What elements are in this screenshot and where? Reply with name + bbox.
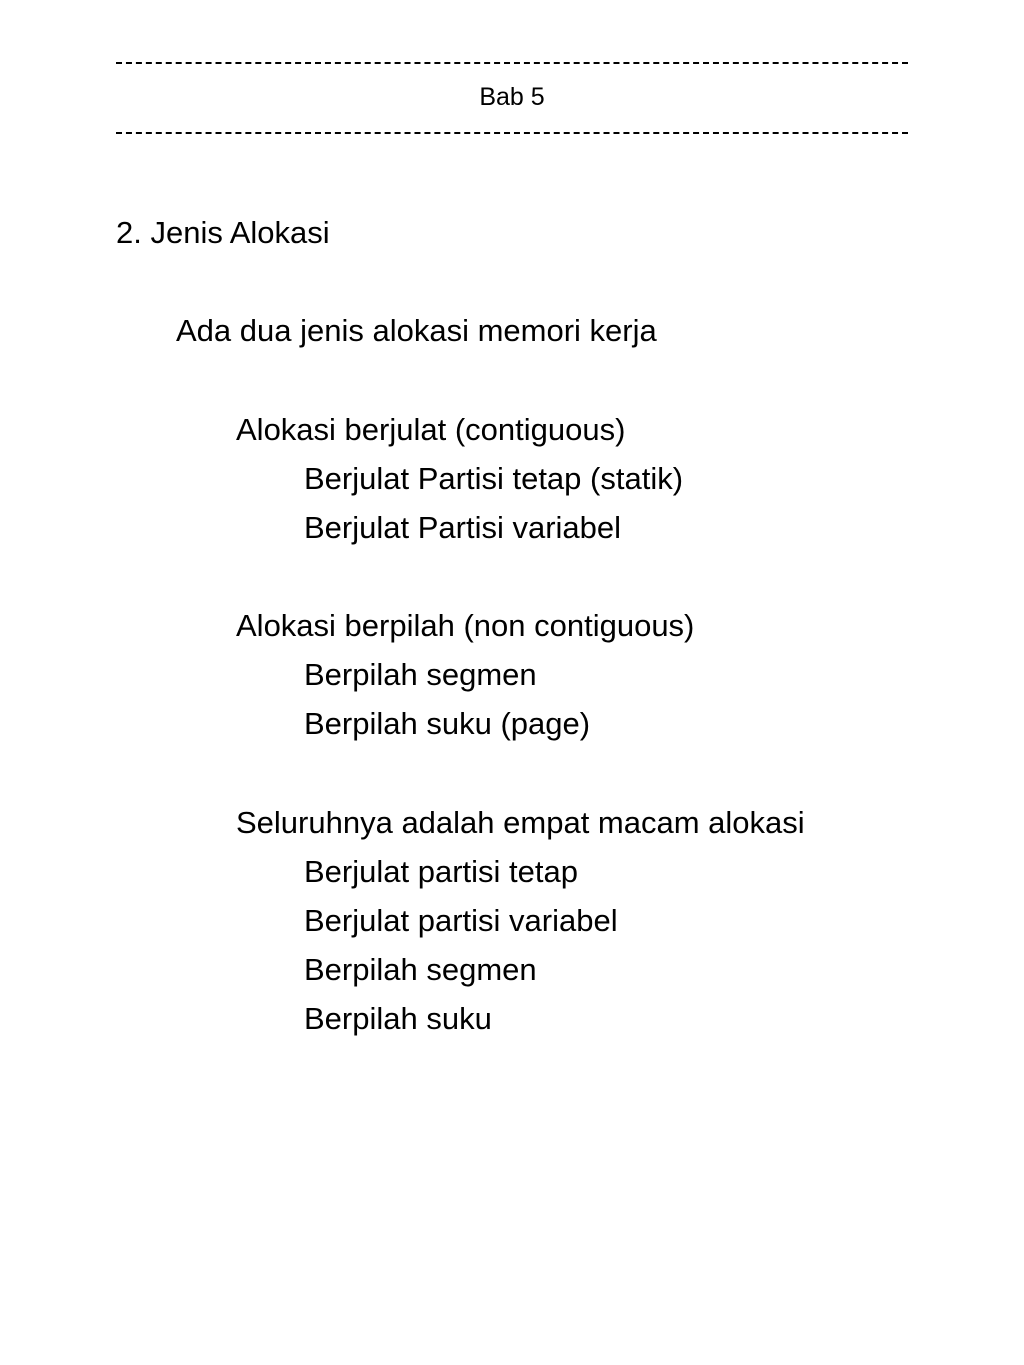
list-item: Berjulat partisi tetap bbox=[304, 854, 578, 889]
section-intro: Ada dua jenis alokasi memori kerja bbox=[176, 313, 657, 348]
list-item: Berjulat Partisi tetap (statik) bbox=[304, 461, 684, 496]
list-item: Berjulat partisi variabel bbox=[304, 903, 618, 938]
list-item: Berpilah segmen bbox=[304, 657, 537, 692]
list-item: Berpilah segmen bbox=[304, 952, 537, 987]
group-title-summary: Seluruhnya adalah empat macam alokasi bbox=[236, 805, 805, 840]
list-item: Berjulat Partisi variabel bbox=[304, 510, 622, 545]
list-item: Berpilah suku bbox=[304, 1001, 492, 1036]
chapter-label: Bab 5 bbox=[479, 83, 545, 111]
section-heading: 2. Jenis Alokasi bbox=[116, 215, 330, 250]
group-title-contiguous: Alokasi berjulat (contiguous) bbox=[236, 412, 626, 447]
group-title-non-contiguous: Alokasi berpilah (non contiguous) bbox=[236, 608, 695, 643]
header-divider-top bbox=[116, 62, 908, 64]
list-item: Berpilah suku (page) bbox=[304, 706, 591, 741]
header-divider-bottom bbox=[116, 132, 908, 134]
